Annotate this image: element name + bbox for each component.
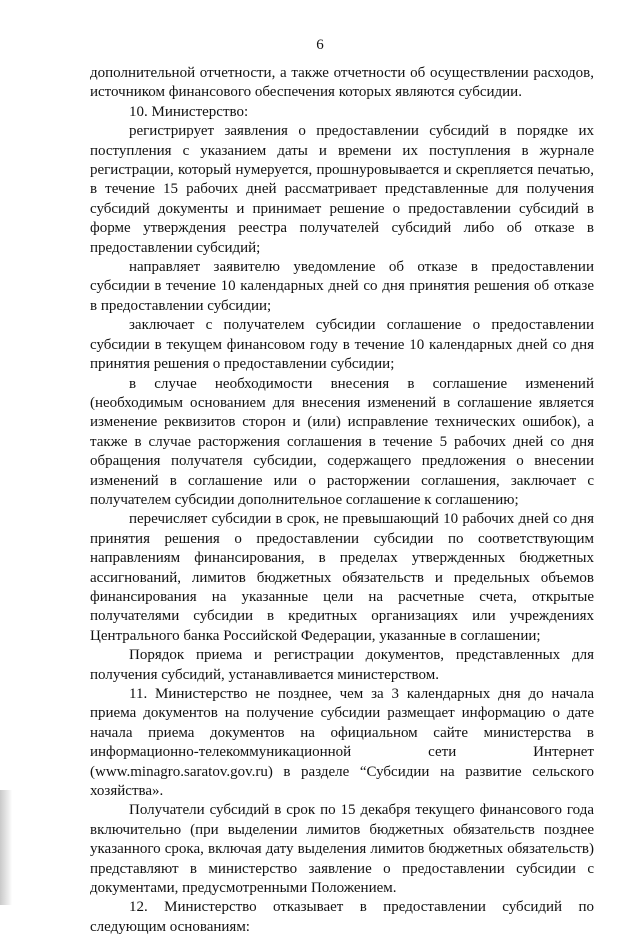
paragraph-agreement-changes: в случае необходимости внесения в соглашение изменений (необходимым основанием для внесения изменений в соглашение является изменение реквизитов сторон и (или) исправление технических ошибок), а также в случае расторжения соглашения в течение 5 рабочих дней со дня обращения получателя субсидии, содержащего предложения о внесении изменений в соглашение или о расторжении соглашения, заключает с получателем субсидии дополнительное соглашение к соглашению; <box>90 375 594 508</box>
paragraph-transfers-subsidies: перечисляет субсидии в срок, не превышающий 10 рабочих дней со дня принятия решения о предоставлении субсидии по соответствующим направлениям финансирования, в пределах утвержденных бюджетных ассигнований, лимитов бюджетных обязательств и предельных объемов финансирования на указанные цели на расчетные счета, открытые получателями субсидии в кредитных организациях или учреждениях Центрального банка Российской Федерации, указанные в соглашении; <box>90 511 594 644</box>
scan-edge-shadow <box>0 790 12 905</box>
paragraph-application-deadline: Получатели субсидий в срок по 15 декабря текущего финансового года включительно (при выделении лимитов бюджетных обязательств позднее указанного срока, включая дату выделения лимитов бюджетных обязательств) представляют в министерство заявление о предоставлении субсидии с документами, предусмотренными Положением. <box>90 802 594 897</box>
paragraph-concludes-agreement: заключает с получателем субсидии соглашение о предоставлении субсидии в текущем финансовом году в течение 10 календарных дней со дня принятия решения о предоставлении субсидии; <box>90 317 594 373</box>
paragraph-refusal-notice: направляет заявителю уведомление об отказе в предоставлении субсидии в течение 10 календарных дней со дня принятия решения об отказе в предоставлении субсидии; <box>90 259 594 314</box>
paragraph-registers-applications: регистрирует заявления о предоставлении субсидий в порядке их поступления с указанием даты и времени их поступления в журнале регистрации, который нумеруется, прошнуровывается и скрепляется печатью, в течение 15 рабочих дней рассматривает представленные для получения субсидий документы и принимает решение о предоставлении субсидий в форме утверждения реестра получателей субсидий либо об отказе в предоставлении субсидий; <box>90 123 594 256</box>
page-number: 6 <box>316 37 324 53</box>
document-body <box>90 64 594 937</box>
paragraph-registration-procedure: Порядок приема и регистрации документов, представленных для получения субсидий, устанавливается министерством. <box>90 647 594 683</box>
paragraph-continuation: дополнительной отчетности, а также отчетности об осуществлении расходов, источником финансового обеспечения которых являются субсидии. <box>90 65 594 101</box>
paragraph-clause-10-heading: 10. Министерство: <box>129 103 249 120</box>
paragraph-clause-12: 12. Министерство отказывает в предоставлении субсидий по следующим основаниям: <box>90 899 594 935</box>
paragraph-clause-11: 11. Министерство не позднее, чем за 3 календарных дня до начала приема документов на получение субсидии размещает информацию о дате начала приема документов на официальном сайте министерства в информационно-телекоммуникационной сети Интернет (www.minagro.saratov.gov.ru) в разделе “Субсидии на развитие сельского хозяйства». <box>90 686 594 800</box>
